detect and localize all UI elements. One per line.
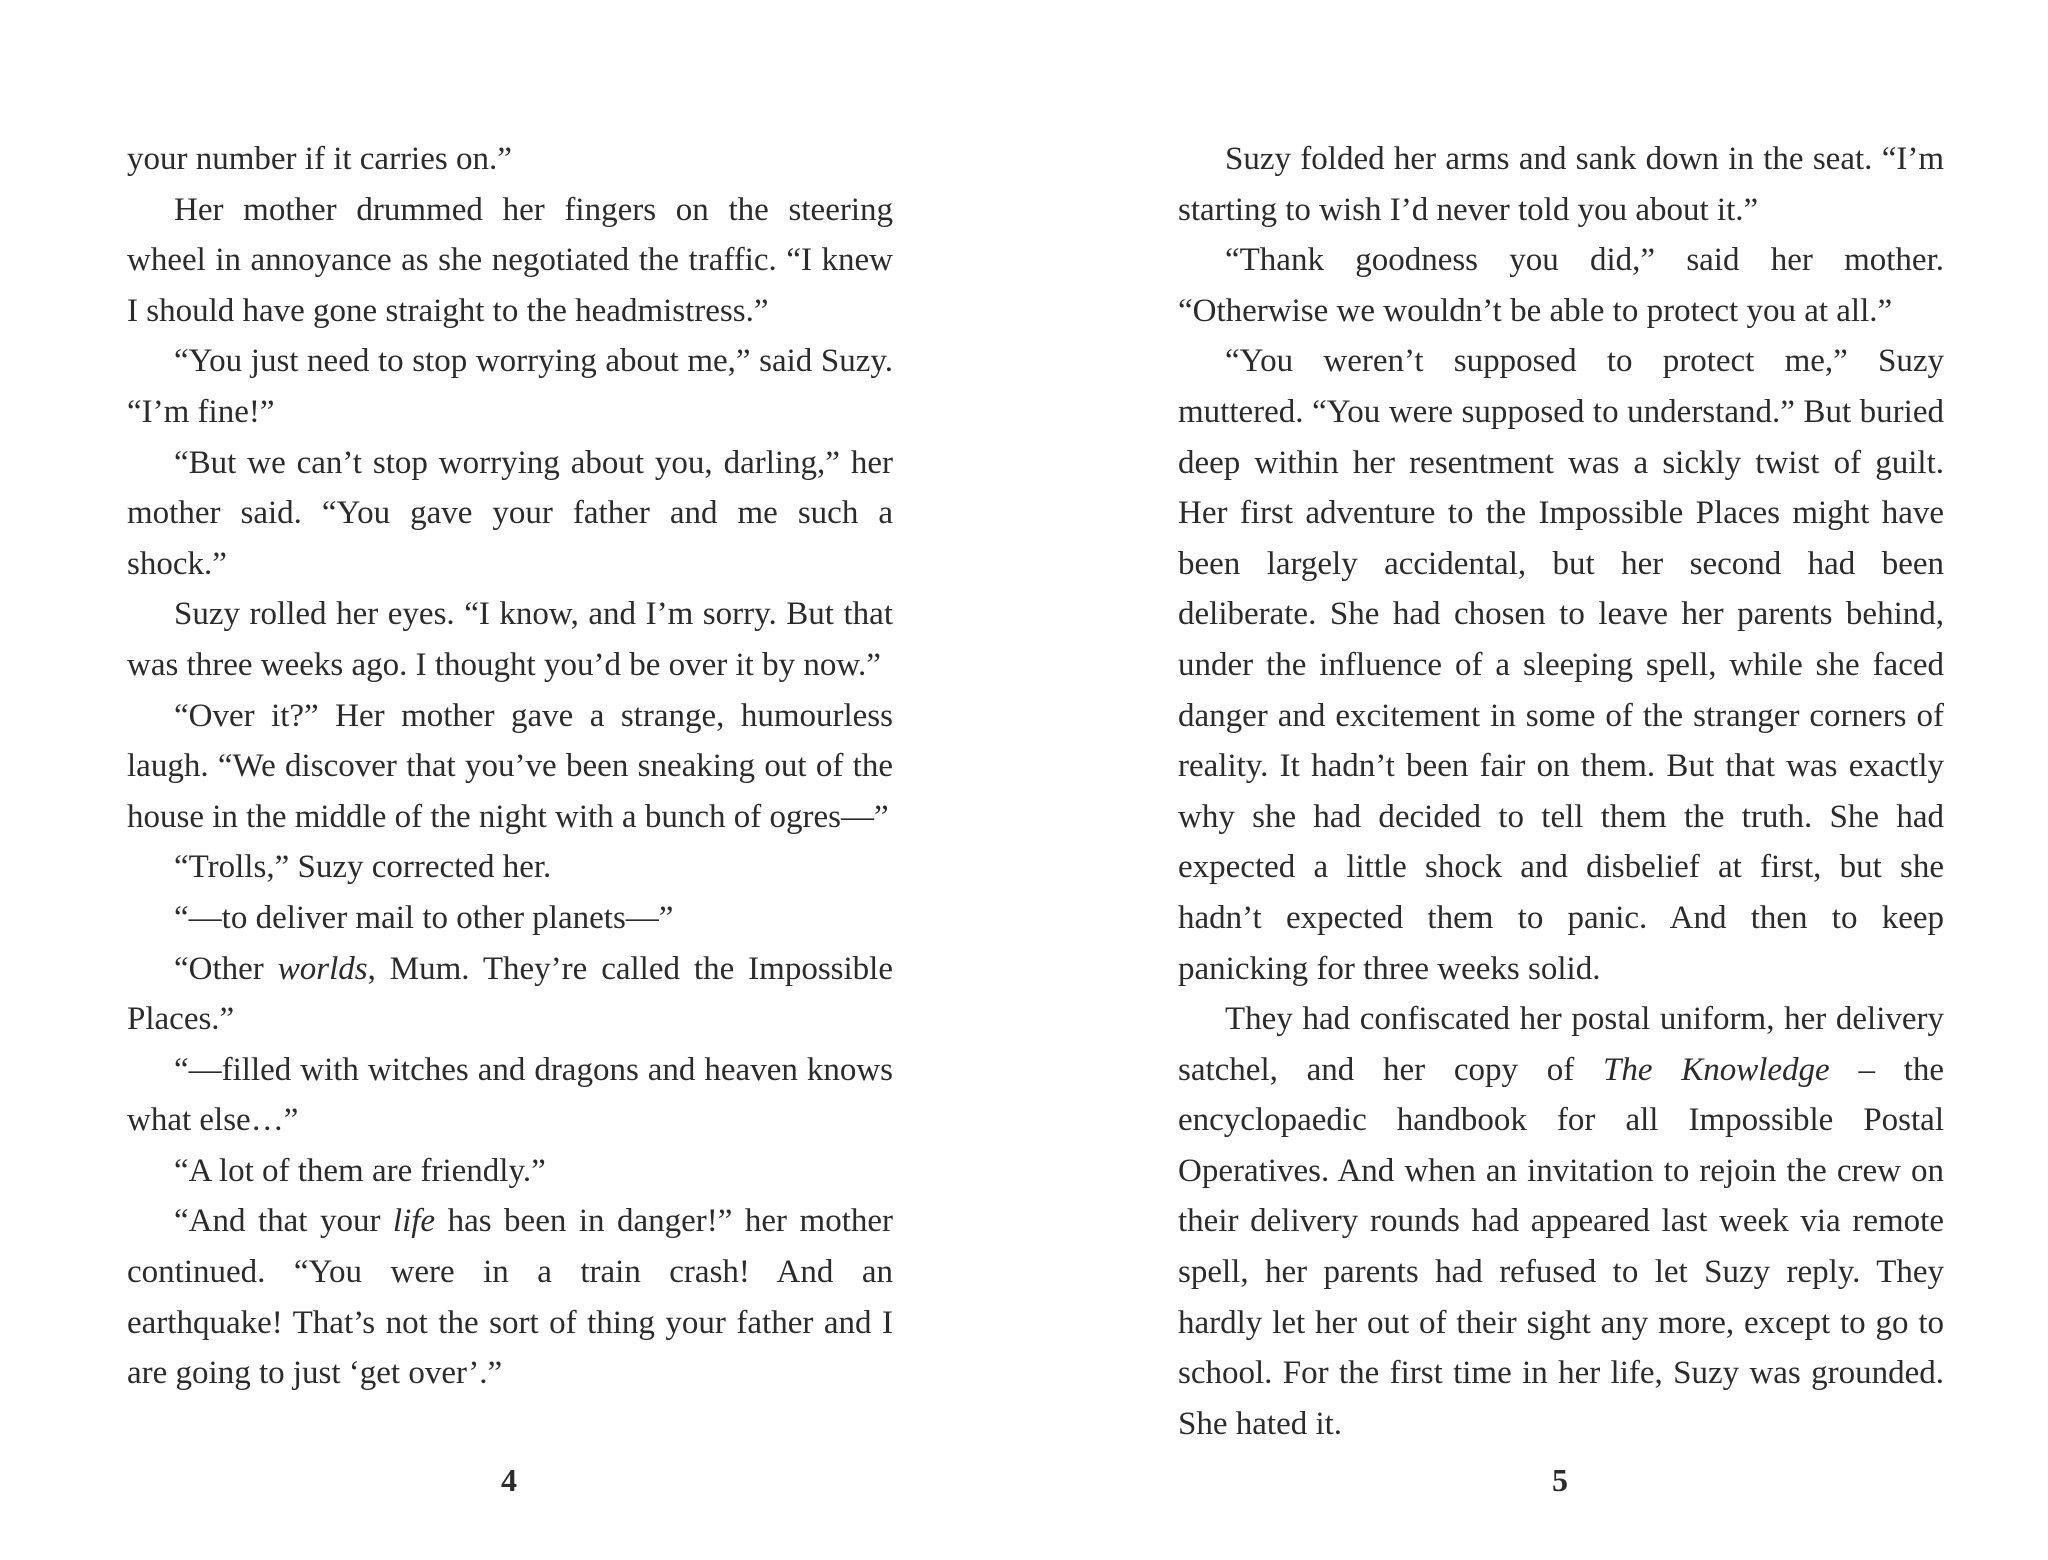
text-run: your number if it carries on.”: [127, 141, 512, 177]
paragraph: [127, 336, 893, 437]
text-run: Her mother drummed her fingers on the steering wheel in annoyance as she negotiated the traffic. “I knew I should have gone straight to the headmistress.”: [127, 191, 893, 329]
paragraph: [127, 589, 893, 690]
text-run: “Over it?” Her mother gave a strange, humourless laugh. “We discover that you’ve been sneaking out of the house in the middle of the night with a bunch of ogres—”: [127, 697, 893, 835]
paragraph: [127, 185, 893, 337]
paragraph: [1178, 336, 1944, 994]
text-run: “Trolls,” Suzy corrected her.: [174, 849, 552, 886]
text-run: “—to deliver mail to other planets—”: [174, 899, 674, 936]
paragraph: [127, 944, 893, 1045]
paragraph: [127, 842, 893, 893]
paragraph: [1178, 134, 1944, 235]
text-run: “And that your: [174, 1203, 393, 1240]
paragraph: [1178, 994, 1944, 1449]
text-run: Suzy folded her arms and sank down in the seat. “I’m starting to wish I’d never told you about it.”: [1178, 141, 1944, 228]
text-run: – the encyclopaedic handbook for all Impossible Postal Operatives. And when an invitation to rejoin the crew on their delivery rounds had appeared last week via remote spell, her parents had refused to let Suzy reply. They hardly let her out of their sight any more, except to go to school. For the first time in her life, Suzy was grounded. She hated it.: [1178, 1051, 1945, 1442]
text-run: “You weren’t supposed to protect me,” Suzy muttered. “You were supposed to understand.” But buried deep within her resentment was a sickly twist of guilt. Her first adventure to the Impossible Places might have been largely accidental, but her second had been deliberate. She had chosen to leave her parents behind, under the influence of a sleeping spell, while she faced danger and excitement in some of the stranger corners of reality. It hadn’t been fair on them. But that was exactly why she had decided to tell them the truth. She had expected a little shock and disbelief at first, but she hadn’t expected them to panic. And then to keep panicking for three weeks solid.: [1178, 343, 1944, 987]
italic-text: life: [392, 1203, 436, 1240]
right-page-text: [1178, 134, 1944, 1449]
text-run: “Other: [174, 950, 278, 987]
paragraph: [127, 1146, 893, 1197]
page-number-left: 4: [501, 1462, 517, 1498]
text-run: “—filled with witches and dragons and heaven knows what else…”: [127, 1051, 893, 1139]
left-page-text: [127, 134, 893, 1399]
italic-text: worlds: [277, 950, 368, 987]
paragraph: [127, 691, 893, 843]
paragraph: [1178, 235, 1944, 336]
text-run: They had confiscated her postal uniform, her delivery satchel, and her copy of: [1178, 1001, 1944, 1088]
paragraph: [127, 893, 893, 944]
text-run: “You just need to stop worrying about me,” said Suzy. “I’m fine!”: [127, 343, 893, 430]
text-run: , Mum. They’re called the Impossible Places.”: [127, 950, 893, 1038]
text-run: has been in danger!” her mother continued. “You were in a train crash! And an earthquake! That’s not the sort of thing your father and I are going to just ‘get over’.”: [127, 1203, 893, 1392]
paragraph: [127, 438, 893, 590]
text-run: “Thank goodness you did,” said her mother. “Otherwise we wouldn’t be able to protect you at all.”: [1178, 242, 1944, 329]
italic-text: The Knowledge: [1602, 1051, 1830, 1088]
text-run: Suzy rolled her eyes. “I know, and I’m sorry. But that was three weeks ago. I thought you’d be over it by now.”: [127, 596, 893, 683]
page-number-right: 5: [1552, 1462, 1568, 1498]
paragraph: [127, 1045, 893, 1146]
text-run: “But we can’t stop worrying about you, darling,” her mother said. “You gave your father and me such a shock.”: [127, 444, 893, 582]
paragraph: [127, 1196, 893, 1398]
text-run: “A lot of them are friendly.”: [174, 1152, 546, 1189]
paragraph: [127, 134, 893, 185]
